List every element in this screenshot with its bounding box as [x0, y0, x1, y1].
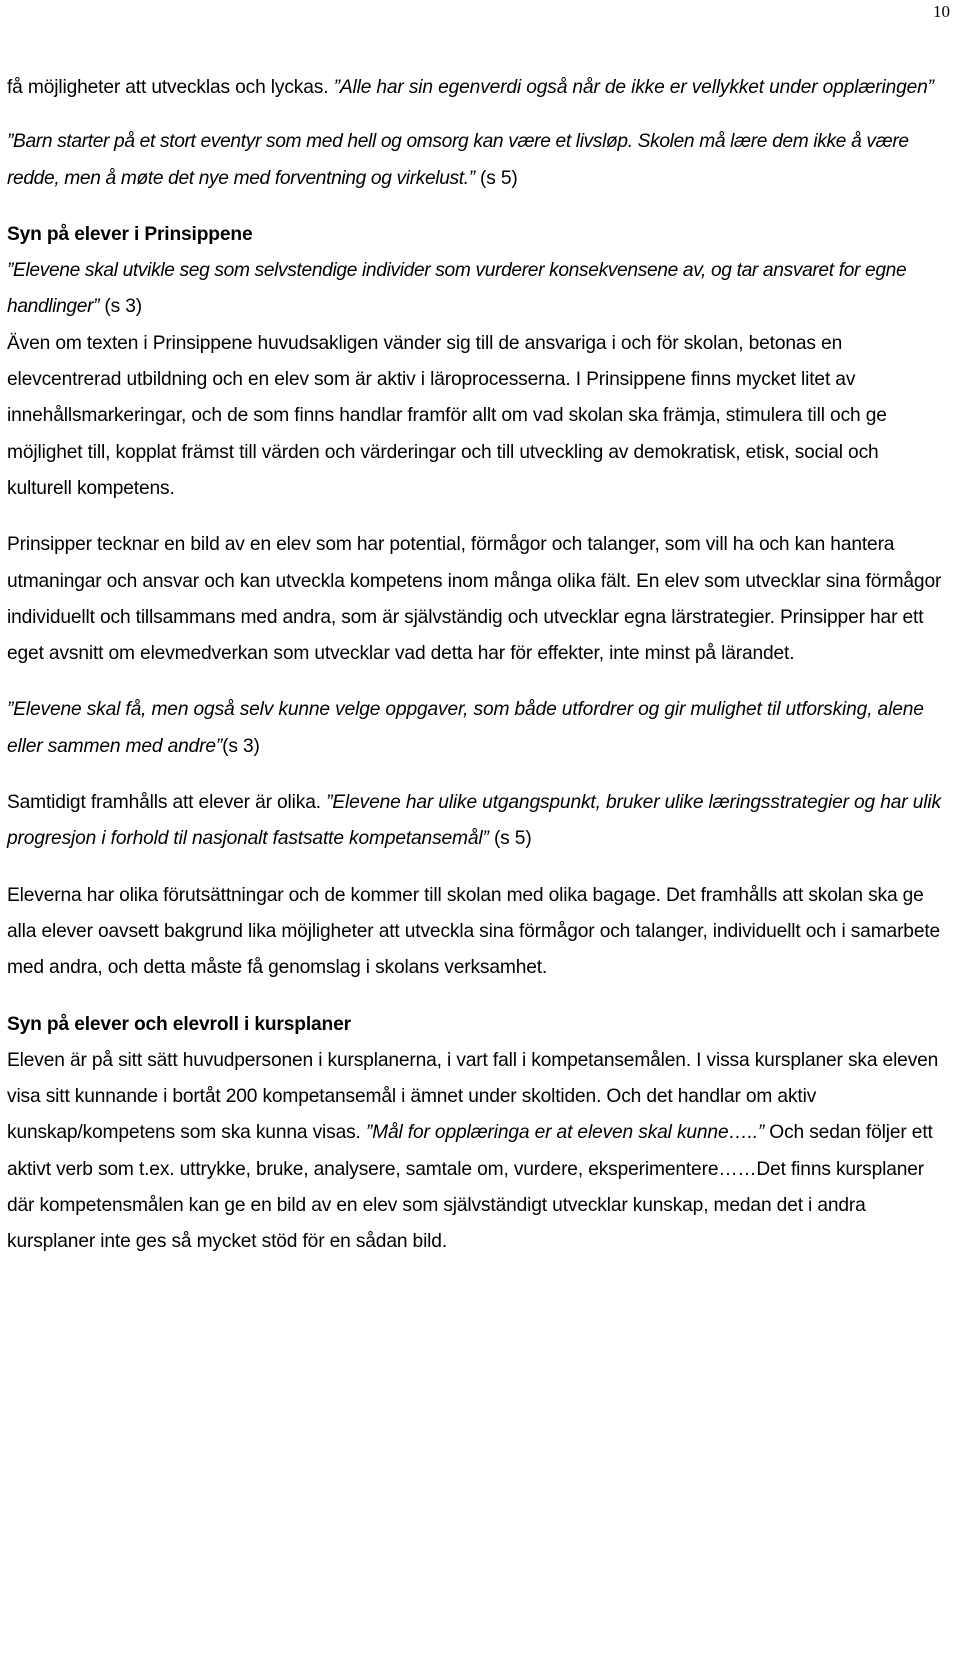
section-heading-kursplaner: Syn på elever och elevroll i kursplaner: [7, 1013, 351, 1035]
paragraph-text: Eleven är på sitt sätt huvudpersonen i kursplanerna, i vart fall i kompetansemålen. I vissa kursplaner ska eleven visa sitt kunnande i bortåt 200 kompetansemål i ämnet under skoltiden. Och det handlar om aktiv kunskap/kompetens som ska kunna visas.: [7, 1049, 939, 1144]
citation-ref: (s 5): [474, 167, 518, 189]
paragraph-quote-oppgaver: [7, 692, 947, 765]
paragraph-quote-elevene: [7, 253, 947, 326]
paragraph-body: Prinsipper tecknar en bild av en elev som har potential, förmågor och talanger, som vill ha och kan hantera utmaningar och ansvar och kan utveckla kompetens inom många olika fält. En elev som utvecklar sina förmågor individuellt och tillsammans med andra, som är självständig och utvecklar egna lärstrategier. Prinsipper har ett eget avsnitt om elevmedverkan som utvecklar vad detta har för effekter, inte minst på lärandet.: [7, 534, 942, 665]
paragraph-body: Eleverna har olika förutsättningar och de kommer till skolan med olika bagage. Det framhålls att skolan ska ge alla elever oavsett bakgrund lika möjligheter att utveckla sina förmågor och talanger, individuellt och i samarbete med andra, och detta måste få genomslag i skolans verksamhet.: [7, 884, 941, 979]
paragraph-text: få möjligheter att utvecklas och lyckas.: [7, 77, 334, 98]
quote-text: ”Elevene skal utvikle seg som selvstendige individer som vurderer konsekvensene av, og tar ansvaret for egne handlinger”: [7, 260, 907, 318]
quote-text: ”Elevene har ulike utgangspunkt, bruker ulike læringsstrategier og har ulik progresjon i forhold til nasjonalt fastsatte kompetansemål”: [7, 792, 941, 850]
section-heading-prinsippene: Syn på elever i Prinsippene: [7, 223, 253, 245]
quote-text: ”Mål for opplæringa er at eleven skal kunne…..”: [365, 1122, 765, 1144]
paragraph-olika: [7, 785, 947, 858]
paragraph-intro: [7, 70, 947, 106]
paragraph-text: Samtidigt framhålls att elever är olika.: [7, 792, 327, 814]
quote-text: ”Barn starter på et stort eventyr som med hell og omsorg kan være et livsløp. Skolen må lære dem ikke å være redde, men å møte det nye med forventning og virkelust.”: [7, 131, 909, 189]
quote-text: ”Elevene skal få, men også selv kunne velge oppgaver, som både utfordrer og gir mulighet til utforsking, alene eller sammen med andre”: [7, 699, 924, 757]
paragraph-body: Även om texten i Prinsippene huvudsakligen vänder sig till de ansvariga i och för skolan, betonas en elevcentrerad utbildning och en elev som är aktiv i läroprocesserna. I Prinsippene finns mycket litet av innehållsmarkeringar, och de som finns handlar framför allt om vad skolan ska främja, stimulera till och ge möjlighet till, kopplat främst till värden och värderingar och till utveckling av demokratisk, etisk, social och kulturell kompetens.: [7, 332, 887, 499]
citation-ref: (s 3): [222, 735, 260, 757]
page-number: 10: [933, 2, 950, 21]
citation-ref: (s 3): [99, 296, 142, 318]
paragraph-kursplaner: [7, 1043, 947, 1261]
quote-text: ”Alle har sin egenverdi også når de ikke er vellykket under opplæringen”: [333, 77, 934, 98]
document-body: [7, 70, 947, 1261]
paragraph-text: Och sedan följer ett aktivt verb som t.ex. uttrykke, bruke, analysere, samtale om, vurdere, eksperimentere……Det finns kursplaner där kompetensmålen kan ge en bild av en elev som självständigt utvecklar kunskap, medan det i andra kursplaner inte ges så mycket stöd för en sådan bild.: [7, 1122, 933, 1253]
paragraph-quote-barn: [7, 124, 947, 197]
citation-ref: (s 5): [488, 828, 532, 850]
